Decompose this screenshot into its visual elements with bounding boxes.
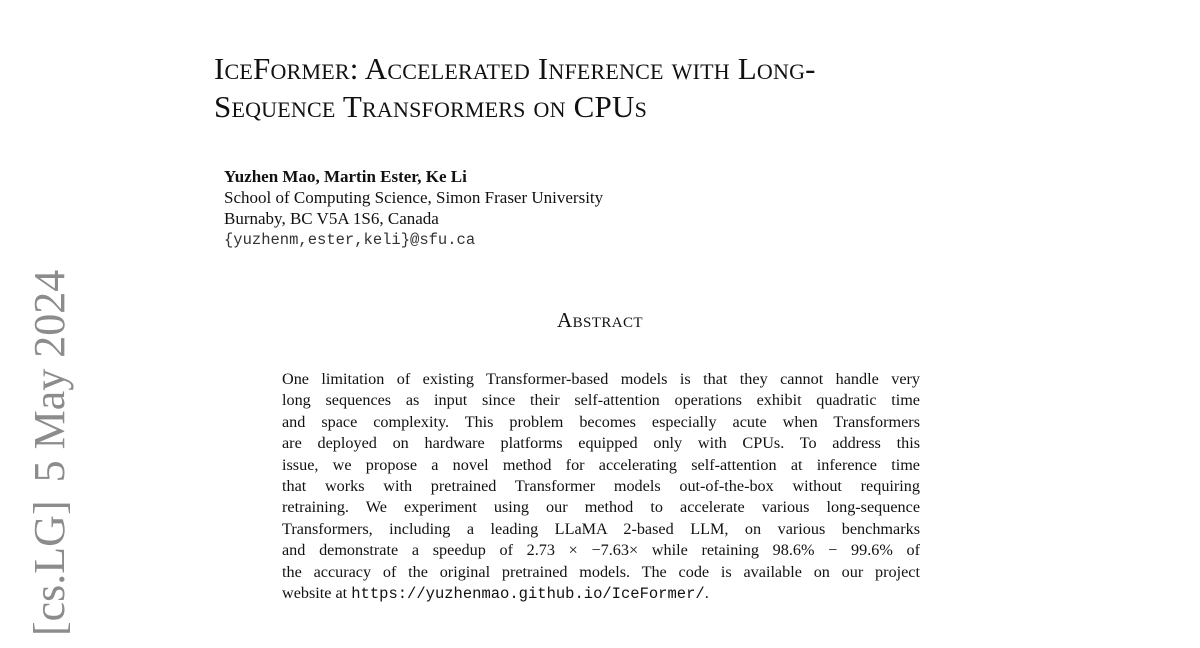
author-email: {yuzhenm,ester,keli}@sfu.ca	[224, 231, 476, 249]
arxiv-date: 5 May 2024	[25, 269, 74, 483]
title-line-2: Sequence Transformers on CPUs	[214, 89, 648, 124]
abstract-line: issue, we propose a novel method for accelerating self-attention at inference time	[282, 455, 920, 474]
title-line-1: IceFormer: Accelerated Inference with Long-	[214, 51, 816, 86]
arxiv-category: [cs.LG]	[25, 500, 74, 636]
abstract-line: that works with pretrained Transformer models out-of-the-box without requiring	[282, 477, 920, 496]
abstract-line: and space complexity. This problem becomes especially acute when Transformers	[282, 412, 920, 431]
author-names: Yuzhen Mao, Martin Ester, Ke Li	[224, 167, 467, 186]
address: Burnaby, BC V5A 1S6, Canada	[224, 209, 439, 228]
abstract-body	[282, 369, 920, 605]
project-url-link[interactable]: https://yuzhenmao.github.io/IceFormer/	[351, 585, 705, 604]
abstract-line: retraining. We experiment using our method to accelerate various long-sequence	[282, 498, 920, 517]
affiliation: School of Computing Science, Simon Fraser University	[224, 188, 604, 207]
abstract-heading: Abstract	[557, 308, 643, 332]
abstract-line: are deployed on hardware platforms equipped only with CPUs. To address this	[282, 434, 920, 453]
abstract-line: and demonstrate a speedup of 2.73 × −7.63× while retaining 98.6% − 99.6% of	[282, 541, 920, 560]
author-block	[224, 166, 824, 252]
abstract-line: One limitation of existing Transformer-based models is that they cannot handle very	[282, 370, 920, 388]
paper-title	[214, 50, 1034, 126]
abstract-line: the accuracy of the original pretrained models. The code is available on our project	[282, 562, 920, 581]
abstract-line: Transformers, including a leading LLaMA 2-based LLM, on various benchmarks	[282, 519, 920, 538]
abstract-last-prefix: website at	[282, 584, 352, 603]
abstract-line: long sequences as input since their self-attention operations exhibit quadratic time	[282, 391, 920, 410]
abstract-last-line	[282, 583, 920, 605]
abstract-last-suffix: .	[704, 584, 709, 603]
